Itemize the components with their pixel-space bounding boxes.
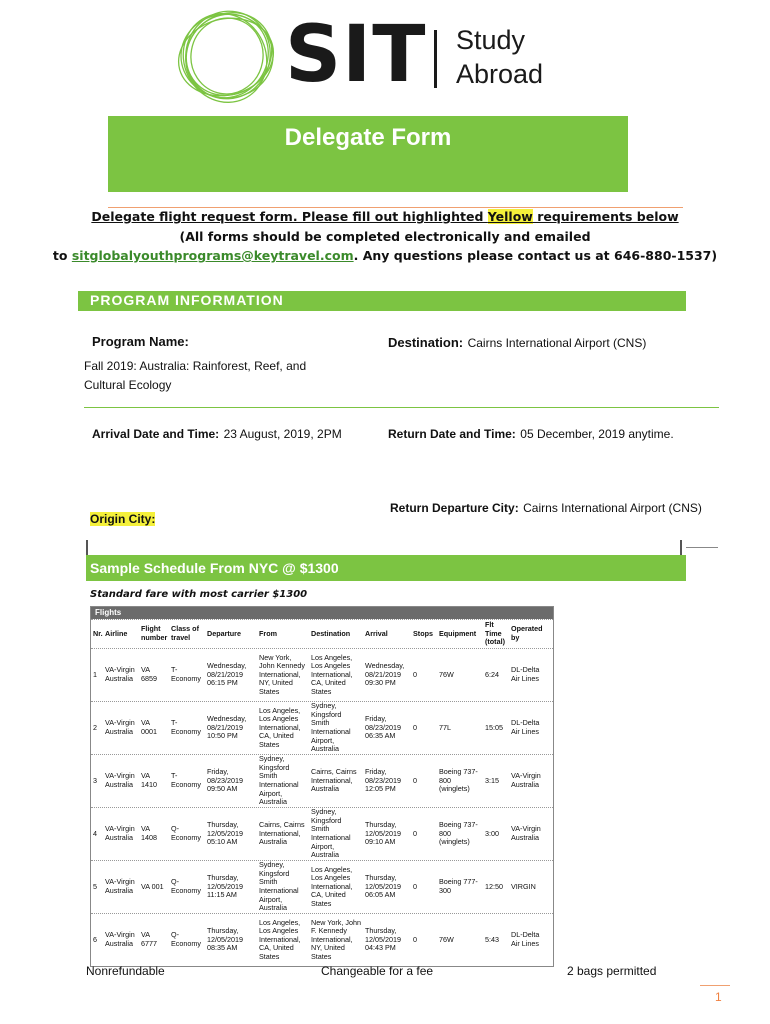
table-cell: Friday, 08/23/2019 06:35 AM — [365, 714, 401, 741]
table-cell: Los Angeles, Los Angeles International, CA, United States — [311, 864, 353, 908]
table-cell: Thursday, 12/05/2019 04:43 PM — [365, 926, 401, 953]
page-number: 1 — [715, 990, 722, 1004]
table-row — [91, 860, 553, 913]
table-cell: VA 0001 — [141, 718, 157, 736]
return-city-field[interactable]: Return Departure City: Cairns International Airport (CNS) — [390, 501, 702, 515]
col-header: Airline — [105, 628, 128, 638]
changeable-note: Changeable for a fee — [321, 964, 434, 978]
table-cell: Boeing 777-300 — [439, 877, 478, 895]
table-cell: DL-Delta Air Lines — [511, 665, 540, 683]
table-cell: Boeing 737-800 (winglets) — [439, 820, 478, 847]
table-cell: Q-Economy — [171, 824, 201, 842]
table-cell: Sydney, Kingsford Smith International Airport, Australia — [259, 754, 299, 807]
table-cell: 76W — [439, 669, 454, 679]
table-cell: 5:43 — [485, 934, 499, 944]
origin-city-field[interactable]: Origin City: — [90, 512, 156, 526]
table-cell: Q-Economy — [171, 877, 201, 895]
table-cell: Thursday, 12/05/2019 11:15 AM — [207, 873, 243, 900]
col-header: Stops — [413, 628, 433, 638]
table-cell: Sydney, Kingsford Smith International Airport, Australia — [259, 860, 299, 913]
table-cell: VA-Virgin Australia — [105, 930, 135, 948]
logo-abroad-text: Abroad — [456, 59, 544, 89]
table-cell: 6 — [93, 934, 97, 944]
arrival-field[interactable]: Arrival Date and Time: 23 August, 2019, 2PM — [92, 427, 342, 441]
table-cell: VA 6777 — [141, 930, 157, 948]
table-cell: Q-Economy — [171, 930, 201, 948]
col-header: Flight number — [141, 624, 168, 642]
table-cell: 76W — [439, 934, 454, 944]
table-cell: VA 1410 — [141, 771, 157, 789]
program-name-label: Program Name: — [92, 334, 189, 349]
yellow-highlight: Yellow — [487, 209, 533, 224]
table-cell: 3 — [93, 775, 97, 785]
table-cell: 0 — [413, 934, 417, 944]
col-header: Nr. — [93, 628, 103, 638]
standard-fare-note: Standard fare with most carrier $1300 — [90, 589, 308, 600]
sit-logo-circle-icon — [172, 8, 282, 104]
table-cell: T-Economy — [171, 665, 201, 683]
logo-divider — [434, 30, 437, 88]
table-cell: T-Economy — [171, 718, 201, 736]
table-cell: Thursday, 12/05/2019 08:35 AM — [207, 926, 243, 953]
table-cell: 15:05 — [485, 722, 503, 732]
divider — [686, 547, 718, 548]
form-title: Delegate Form — [284, 124, 452, 151]
destination-field[interactable]: Destination: Cairns International Airport (CNS) — [388, 335, 647, 350]
program-name-value[interactable]: Fall 2019: Australia: Rainforest, Reef, and Cultural Ecology — [84, 359, 307, 392]
table-cell: Los Angeles, Los Angeles International, CA, United States — [259, 705, 301, 749]
table-cell: VA-Virgin Australia — [105, 877, 135, 895]
table-cell: 1 — [93, 669, 97, 679]
table-cell: VA 001 — [141, 881, 164, 891]
col-header: Destination — [311, 628, 351, 638]
table-cell: Thursday, 12/05/2019 05:10 AM — [207, 820, 243, 847]
email-link[interactable]: sitglobalyouthprograms@keytravel.com — [71, 248, 354, 263]
divider — [84, 407, 719, 408]
table-row — [91, 701, 553, 754]
col-header: From — [259, 628, 277, 638]
table-cell: Sydney, Kingsford Smith International Airport, Australia — [311, 701, 351, 754]
col-header: Equipment — [439, 628, 477, 638]
schedule-section-title: Sample Schedule From NYC @ $1300 — [90, 560, 339, 576]
col-header: Departure — [207, 628, 241, 638]
table-cell: 12:50 — [485, 881, 503, 891]
table-cell: VIRGIN — [511, 881, 536, 891]
table-cell: Los Angeles, Los Angeles International, CA, United States — [259, 917, 301, 961]
table-cell: Friday, 08/23/2019 12:05 PM — [365, 767, 401, 794]
table-cell: 0 — [413, 775, 417, 785]
table-cell: 0 — [413, 828, 417, 838]
table-cell: 4 — [93, 828, 97, 838]
table-cell: Wednesday, 08/21/2019 10:50 PM — [207, 714, 247, 741]
table-row — [91, 648, 553, 701]
table-cell: VA-Virgin Australia — [511, 824, 541, 842]
table-row — [91, 913, 553, 966]
col-header: Flt Time (total) — [485, 620, 505, 647]
col-header: Arrival — [365, 628, 388, 638]
table-cell: 6:24 — [485, 669, 499, 679]
table-cell: Wednesday, 08/21/2019 06:15 PM — [207, 661, 247, 688]
table-cell: VA-Virgin Australia — [105, 771, 135, 789]
table-cell: New York, John Kennedy International, NY, United States — [259, 652, 305, 696]
table-cell: Cairns, Cairns International, Australia — [311, 767, 357, 794]
flights-table — [90, 606, 554, 967]
logo-sit-text: SIT — [285, 10, 427, 100]
table-cell: VA-Virgin Australia — [105, 665, 135, 683]
divider — [700, 985, 730, 986]
table-cell: 2 — [93, 722, 97, 732]
table-cell: 3:00 — [485, 828, 499, 838]
flights-table-caption: Flights — [91, 607, 553, 619]
col-header: Class of travel — [171, 624, 199, 642]
table-cell: DL-Delta Air Lines — [511, 718, 540, 736]
table-cell: Friday, 08/23/2019 09:50 AM — [207, 767, 243, 794]
table-cell: T-Economy — [171, 771, 201, 789]
program-section-title: PROGRAM INFORMATION — [90, 292, 284, 308]
bracket-right — [680, 540, 682, 556]
intro-line-3: to sitglobalyouthprograms@keytravel.com. Any questions please contact us at 646-880-1537) — [52, 248, 718, 263]
table-row — [91, 807, 553, 860]
table-cell: Boeing 737-800 (winglets) — [439, 767, 478, 794]
table-cell: Thursday, 12/05/2019 09:10 AM — [365, 820, 401, 847]
nonrefundable-note: Nonrefundable — [86, 964, 165, 978]
table-cell: VA-Virgin Australia — [511, 771, 541, 789]
bracket-left — [86, 540, 88, 556]
table-cell: Sydney, Kingsford Smith International Airport, Australia — [311, 807, 351, 860]
logo-study-text: Study — [456, 25, 526, 55]
table-cell: Cairns, Cairns International, Australia — [259, 820, 305, 847]
table-cell: VA-Virgin Australia — [105, 824, 135, 842]
table-cell: 0 — [413, 669, 417, 679]
table-cell: 5 — [93, 881, 97, 891]
table-row — [91, 754, 553, 807]
table-header-row — [91, 619, 553, 648]
table-cell: VA 6859 — [141, 665, 157, 683]
col-header: Operated by — [511, 624, 543, 642]
table-cell: Thursday, 12/05/2019 06:05 AM — [365, 873, 401, 900]
table-cell: Wednesday, 08/21/2019 09:30 PM — [365, 661, 405, 688]
table-cell: VA-Virgin Australia — [105, 718, 135, 736]
return-date-field[interactable]: Return Date and Time: 05 December, 2019 anytime. — [388, 427, 674, 441]
table-cell: 0 — [413, 881, 417, 891]
intro-line-2: (All forms should be completed electronically and emailed — [179, 229, 591, 244]
table-cell: 3:15 — [485, 775, 499, 785]
bags-note: 2 bags permitted — [567, 964, 657, 978]
table-cell: DL-Delta Air Lines — [511, 930, 540, 948]
table-cell: 0 — [413, 722, 417, 732]
table-cell: Los Angeles, Los Angeles International, CA, United States — [311, 652, 353, 696]
table-cell: 77L — [439, 722, 451, 732]
intro-line-1: Delegate flight request form. Please fill out highlighted Yellow requirements below — [91, 209, 679, 224]
table-cell: New York, John F. Kennedy International, NY, United States — [311, 917, 361, 961]
table-cell: VA 1408 — [141, 824, 157, 842]
